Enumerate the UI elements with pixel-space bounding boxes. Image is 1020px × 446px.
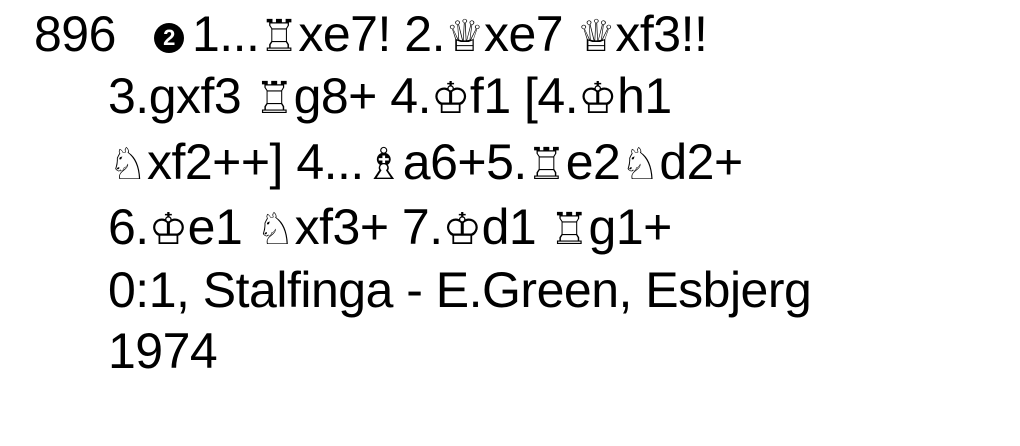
move-text: g1+ [588, 199, 672, 255]
bishop-icon: ♗ [363, 139, 403, 190]
move-text: e1 [187, 199, 256, 255]
move-text: d2+ [659, 134, 743, 190]
move-text: a6+5. [402, 134, 527, 190]
move-text: f1 [4. [469, 68, 579, 124]
solution-line-4 [108, 199, 672, 255]
king-icon: ♔ [148, 204, 188, 255]
move-text: g8+ 4. [293, 68, 431, 124]
move-text: xf3+ 7. [294, 199, 443, 255]
king-icon: ♔ [578, 73, 618, 124]
knight-icon: ♘ [620, 139, 660, 190]
move-text: xe7 [483, 6, 577, 62]
move-text: xf2++] 4... [146, 134, 364, 190]
difficulty-badge: 2 [154, 23, 184, 53]
rook-icon: ♖ [259, 11, 299, 62]
king-icon: ♔ [442, 204, 482, 255]
move-text: h1 [617, 68, 672, 124]
move-text: 3.gxf3 [108, 68, 255, 124]
queen-icon: ♕ [444, 11, 484, 62]
knight-icon: ♘ [108, 139, 147, 190]
move-text: d1 [481, 199, 550, 255]
solution-line-1 [34, 6, 707, 62]
move-text: xe7! 2. [298, 6, 445, 62]
knight-icon: ♘ [255, 204, 295, 255]
solution-line-2 [108, 68, 672, 124]
game-source: 0:1, Stalfinga - E.Green, Esbjerg [108, 262, 812, 318]
rook-icon: ♖ [526, 139, 566, 190]
move-text: 6. [108, 199, 149, 255]
solution-line-3 [108, 134, 743, 190]
move-text: xf3!! [615, 6, 708, 62]
problem-number: 896 [34, 6, 116, 62]
king-icon: ♔ [430, 73, 470, 124]
rook-icon: ♖ [549, 204, 589, 255]
move-text: e2 [565, 134, 621, 190]
rook-icon: ♖ [254, 73, 294, 124]
move-text: 1... [191, 6, 260, 62]
game-year: 1974 [108, 323, 218, 379]
queen-icon: ♕ [576, 11, 616, 62]
